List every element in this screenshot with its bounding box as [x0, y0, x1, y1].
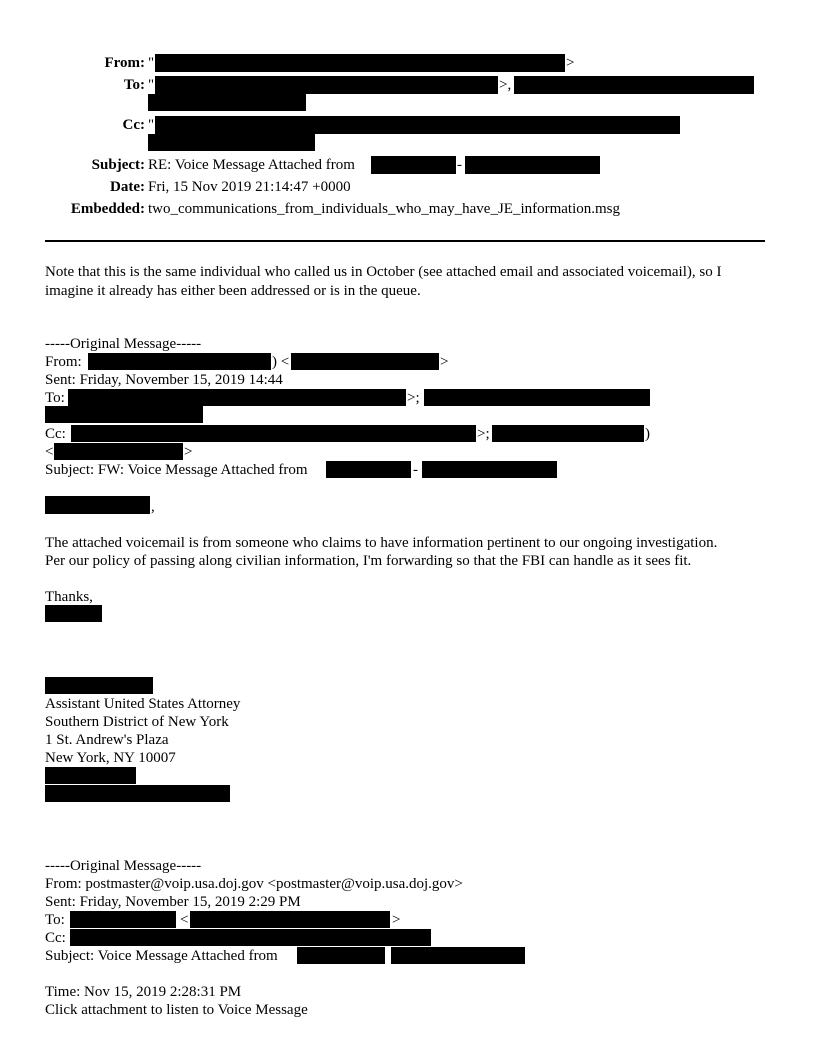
redaction-box — [492, 425, 644, 442]
redaction-box — [155, 76, 498, 94]
redaction-box — [190, 911, 390, 928]
dash-text: - — [457, 157, 462, 173]
redaction-box — [422, 461, 557, 478]
redaction-box — [391, 947, 525, 964]
body-paragraph-line: The attached voicemail is from someone who claims to have information pertinent to our ongoing investigation. — [45, 535, 718, 551]
sent-line: Sent: Friday, November 15, 2019 14:44 — [45, 372, 283, 388]
from-line: From: postmaster@voip.usa.doj.gov <postmaster@voip.usa.doj.gov> — [45, 876, 463, 892]
subject-text: RE: Voice Message Attached from — [148, 157, 355, 173]
cc-label: Cc: — [45, 930, 66, 946]
quote-mark: " — [148, 55, 155, 71]
separator-text: >, — [499, 77, 512, 93]
angle-bracket: > — [184, 444, 193, 460]
redaction-box — [71, 425, 476, 442]
separator-text: ) < — [272, 354, 290, 370]
embedded-attachment[interactable]: two_communications_from_individuals_who_may_have_JE_information.msg — [148, 201, 621, 217]
original-message-separator: -----Original Message----- — [45, 858, 202, 874]
redaction-box — [297, 947, 385, 964]
redaction-box — [45, 785, 230, 802]
embedded-label: Embedded: — [70, 201, 145, 217]
from-label: From: — [104, 55, 145, 71]
signature-title: Assistant United States Attorney — [45, 696, 241, 712]
angle-bracket: < — [180, 912, 189, 928]
click-attachment-text: Click attachment to listen to Voice Message — [45, 1002, 308, 1018]
redaction-box — [45, 767, 136, 784]
redaction-box — [45, 605, 102, 622]
signature-office: Southern District of New York — [45, 714, 229, 730]
quote-mark: " — [148, 117, 155, 133]
thanks-text: Thanks, — [45, 589, 93, 605]
angle-bracket: > — [566, 55, 575, 71]
redaction-box — [424, 389, 650, 406]
redaction-box — [326, 461, 411, 478]
angle-bracket: > — [392, 912, 401, 928]
redaction-box — [291, 353, 439, 370]
original-message-separator: -----Original Message----- — [45, 336, 202, 352]
time-line: Time: Nov 15, 2019 2:28:31 PM — [45, 984, 242, 1000]
angle-bracket: > — [440, 354, 449, 370]
redaction-box — [70, 911, 176, 928]
subject-line: Subject: FW: Voice Message Attached from — [45, 462, 308, 478]
redaction-box — [148, 94, 306, 111]
greeting-comma: , — [151, 499, 155, 515]
redaction-box — [68, 389, 406, 406]
redaction-box — [54, 443, 183, 460]
redaction-box — [371, 156, 456, 174]
to-label: To: — [45, 390, 65, 406]
to-label: To: — [123, 77, 145, 93]
signature-city: New York, NY 10007 — [45, 750, 176, 766]
redaction-box — [465, 156, 600, 174]
subject-line: Subject: Voice Message Attached from — [45, 948, 278, 964]
redaction-box — [148, 134, 315, 151]
redaction-box — [70, 929, 431, 946]
subject-label: Subject: — [91, 157, 145, 173]
signature-address: 1 St. Andrew's Plaza — [45, 732, 169, 748]
separator-text: ) — [645, 426, 650, 442]
header-divider — [45, 240, 765, 242]
redaction-box — [514, 76, 754, 94]
redaction-box — [155, 54, 565, 72]
quote-mark: " — [148, 77, 155, 93]
date-label: Date: — [110, 179, 145, 195]
from-label: From: — [45, 354, 82, 370]
redaction-box — [45, 496, 150, 514]
note-line: Note that this is the same individual who called us in October (see attached email and associated voicemail), so I — [45, 264, 722, 280]
body-paragraph-line: Per our policy of passing along civilian information, I'm forwarding so that the FBI can handle as it sees fit. — [45, 553, 692, 569]
separator-text: >; — [477, 426, 490, 442]
redaction-box — [45, 406, 203, 423]
redaction-box — [88, 353, 271, 370]
angle-bracket: < — [45, 444, 54, 460]
separator-text: >; — [407, 390, 420, 406]
to-label: To: — [45, 912, 65, 928]
sent-line: Sent: Friday, November 15, 2019 2:29 PM — [45, 894, 301, 910]
dash-text: - — [413, 462, 418, 478]
redaction-box — [45, 677, 153, 694]
note-line: imagine it already has either been addressed or is in the queue. — [45, 283, 421, 299]
cc-label: Cc: — [45, 426, 66, 442]
redaction-box — [155, 116, 680, 134]
date-value: Fri, 15 Nov 2019 21:14:47 +0000 — [148, 179, 351, 195]
cc-label: Cc: — [122, 117, 145, 133]
